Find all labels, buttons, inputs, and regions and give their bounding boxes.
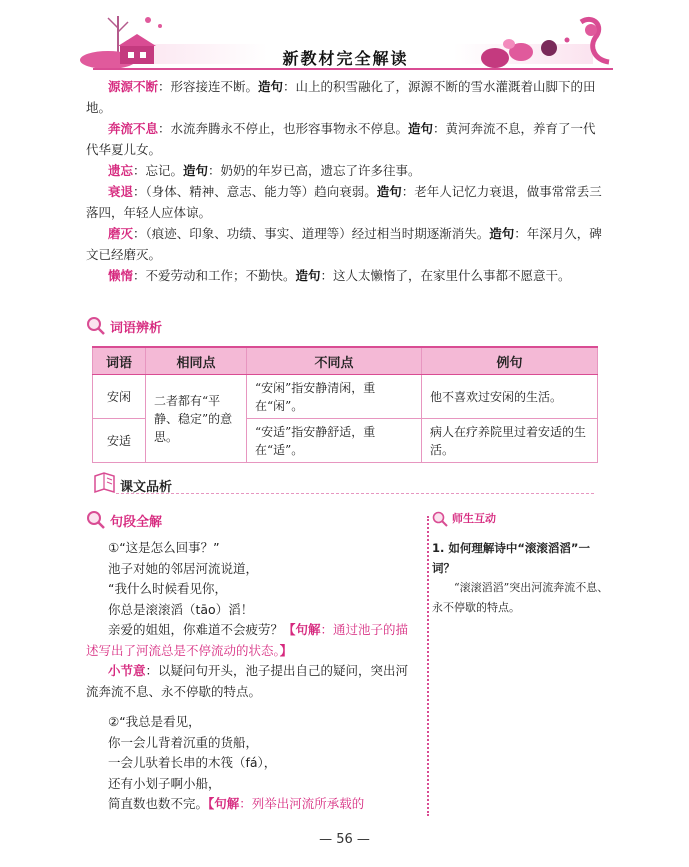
definition-item: 衰退：（身体、精神、意志、能力等）趋向衰弱。造句：老年人记忆力衰退，做事常常丢三落四，年轻人应体谅。	[86, 184, 602, 220]
interaction-question: 1. 如何理解诗中“滚滚滔滔”一词？	[432, 541, 590, 575]
sidebar-heading	[432, 508, 612, 530]
table-cell-diff: “安适”指安静舒适，重在“适”。	[247, 419, 422, 463]
table-cell-example: 病人在疗养院里过着安适的生活。	[422, 419, 598, 463]
table-header-row	[93, 347, 598, 375]
passage-analysis	[86, 538, 420, 815]
page-number: — 56 —	[319, 832, 370, 847]
table-cell-diff: “安闲”指安静清闲，重在“闲”。	[247, 375, 422, 419]
header-title: 新教材完全解读	[282, 49, 409, 68]
note-text: ：列举出河流所承载的	[239, 796, 365, 811]
definition-item: 懒惰：不爱劳动和工作；不勤快。造句：这人太懒惰了，在家里什么事都不愿意干。	[108, 268, 571, 283]
teacher-student-interaction	[432, 508, 612, 618]
section-label: 句段全解	[110, 514, 163, 530]
table-header-cell: 不同点	[247, 347, 422, 375]
book-icon	[92, 470, 118, 496]
table-cell-word: 安适	[93, 419, 146, 463]
table-header-cell: 词语	[93, 347, 146, 375]
poem-line: 还有小划子啊小船，	[108, 775, 221, 791]
banner-label: 课文品析	[120, 480, 173, 495]
summary-tag: 小节意	[108, 663, 146, 678]
poem-line-with-note: 亲爱的姐姐，你难道不会疲劳？【句解：通过池子的描述写出了河流总是不停流动的状态。】	[86, 622, 409, 658]
note-tag: 句解	[214, 796, 240, 811]
table-cell-example: 他不喜欢过安闲的生活。	[422, 375, 598, 419]
magnifier-icon	[86, 510, 106, 530]
vocab-comparison-table	[92, 346, 598, 463]
table-row	[93, 375, 598, 419]
page-header	[78, 8, 613, 68]
definition-item: 奔流不息：水流奔腾永不停止，也形容事物永不停息。造句：黄河奔流不息，养育了一代代华夏儿女。	[86, 121, 596, 157]
poem-line: 一会儿驮着长串的木筏（fá），	[108, 755, 277, 770]
poem-line: “我什么时候看见你，	[108, 581, 227, 596]
header-rule	[93, 68, 613, 70]
section-banner	[92, 470, 594, 498]
magnifier-icon	[432, 511, 448, 527]
column-divider	[427, 516, 429, 816]
table-header-cell: 相同点	[146, 347, 247, 375]
poem-line-with-note: 简直数也数不完。【句解：列举出河流所承载的	[108, 796, 365, 811]
magnifier-icon	[86, 316, 106, 336]
interaction-answer: “滚滚滔滔”突出河流奔流不息、永不停歇的特点。	[432, 581, 609, 614]
banner-rule	[116, 493, 594, 495]
sidebar-label: 师生互动	[452, 512, 496, 525]
definition-item: 磨灭：（痕迹、印象、功绩、事实、道理等）经过相当时期逐渐消失。造句：年深月久，碑文已经磨灭。	[86, 226, 602, 262]
definition-item: 源源不断：形容接连不断。造句：山上的积雪融化了，源源不断的雪水灌溉着山脚下的田地。	[86, 79, 596, 115]
table-cell-word: 安闲	[93, 375, 146, 419]
flowers-illustration	[463, 8, 613, 68]
table-cell-common: 二者都有“平静、稳定”的意思。	[146, 375, 247, 463]
section-summary	[86, 661, 420, 702]
section-heading-passage	[86, 510, 162, 530]
summary-text: ：以疑问句开头，池子提出自己的疑问，突出河流奔流不息、永不停歇的特点。	[86, 663, 409, 699]
table-header-cell: 例句	[422, 347, 598, 375]
definition-item: 遗忘：忘记。造句：奶奶的年岁已高，遗忘了许多往事。	[108, 163, 421, 178]
note-text: ：通过池子的描述写出了河流总是不停流动的状态。	[86, 622, 409, 658]
spacer	[86, 702, 420, 712]
poem-line: ②“我总是看见，	[108, 714, 201, 729]
poem-line: ①“这是怎么回事？”	[108, 540, 220, 555]
poem-line: 你总是滚滚滔（tāo）滔！	[108, 601, 254, 617]
poem-line: 你一会儿背着沉重的货船，	[108, 734, 259, 750]
note-tag: 句解	[295, 622, 321, 637]
poem-line: 池子对她的邻居河流说道，	[108, 560, 259, 576]
section-label: 词语辨析	[110, 320, 163, 336]
vocabulary-definitions	[86, 76, 606, 286]
section-heading-vocab	[86, 316, 162, 336]
